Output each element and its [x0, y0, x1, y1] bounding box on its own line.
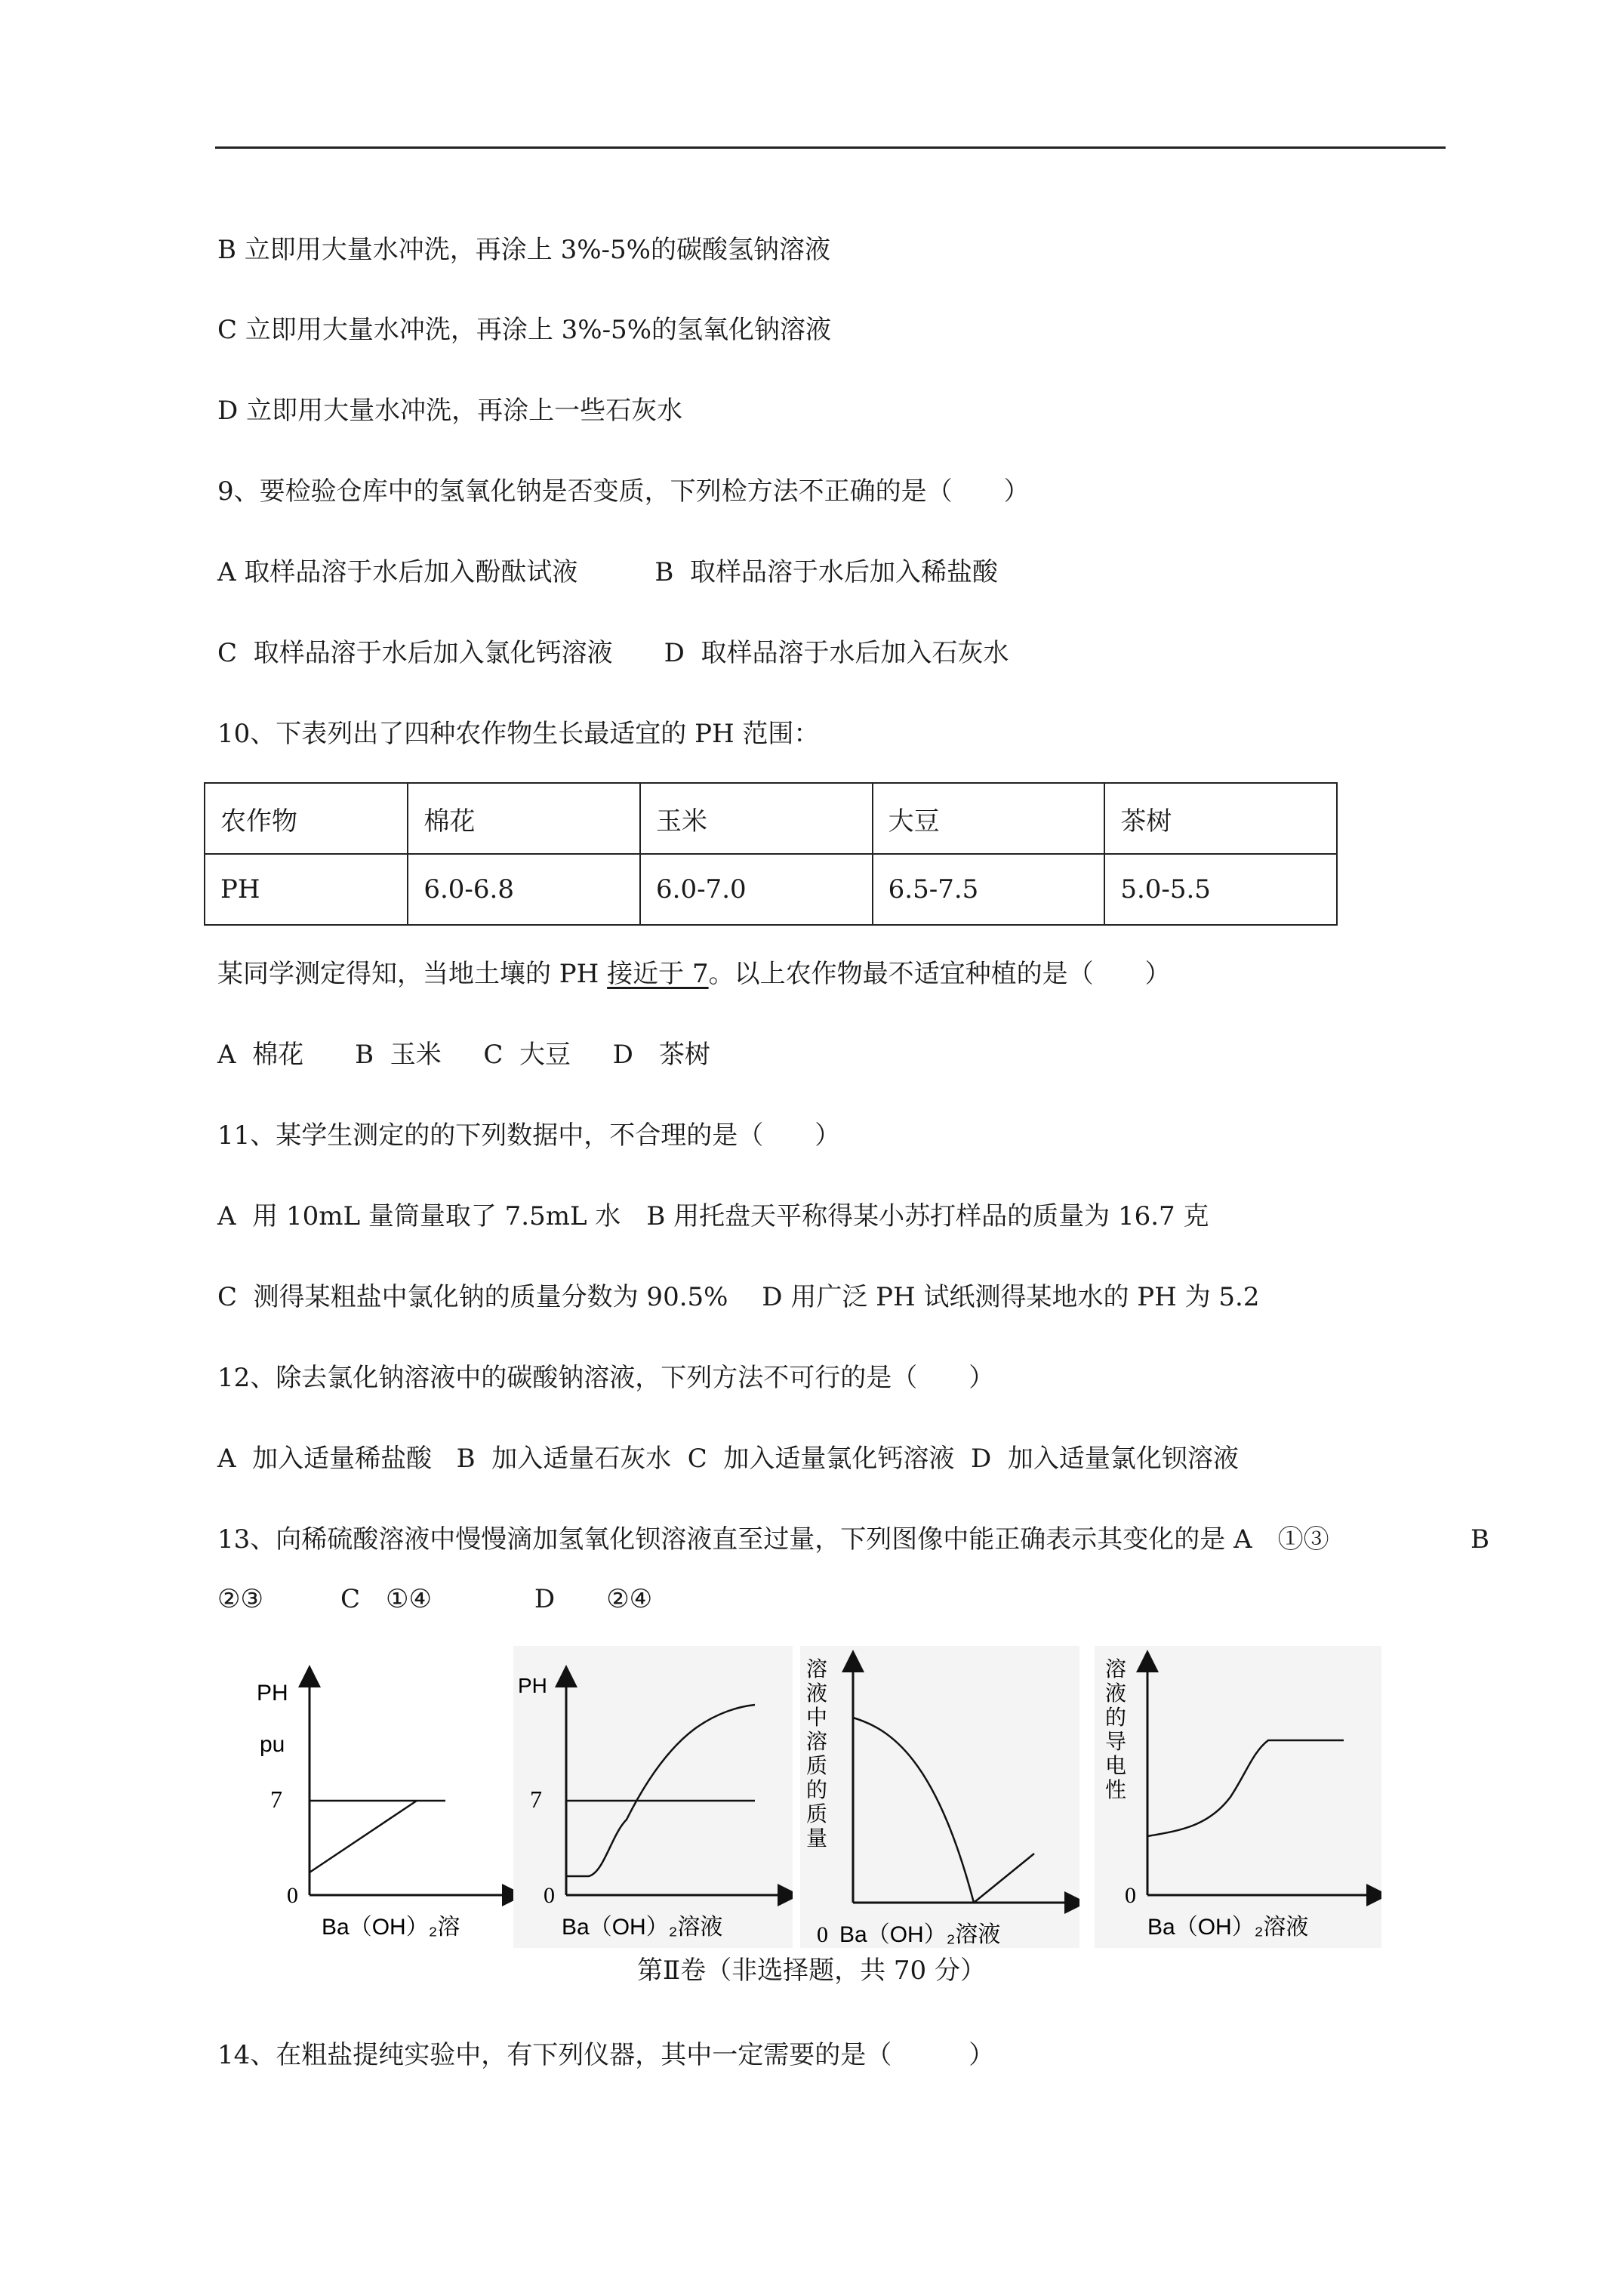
table-cell: 玉米: [640, 783, 873, 854]
q9-options-cd: C 取样品溶于水后加入氯化钙溶液 D 取样品溶于水后加入石灰水: [217, 638, 1009, 668]
table-cell: 6.0-6.8: [408, 854, 640, 925]
table-cell: 6.0-7.0: [640, 854, 873, 925]
graphs-figure: [249, 1646, 1381, 1948]
graph-2: [513, 1646, 793, 1948]
ph-table: [204, 782, 1338, 926]
table-cell: 5.0-5.5: [1104, 854, 1337, 925]
y-label-extra: pu: [260, 1732, 285, 1757]
tick-7: 7: [530, 1786, 542, 1813]
x-label: Ba（OH）₂溶液: [839, 1922, 1001, 1947]
q10-underlined: 接近于 7: [607, 959, 709, 989]
y-label: PH: [518, 1674, 547, 1697]
tick-0: 0: [817, 1922, 828, 1947]
q11-options-cd: C 测得某粗盐中氯化钠的质量分数为 90.5% D 用广泛 PH 试纸测得某地水的 PH 为 5.2: [217, 1282, 1260, 1312]
section-caption: 第Ⅱ卷（非选择题，共 70 分）: [637, 1955, 986, 1986]
graph-1: [249, 1646, 521, 1948]
q8-option-d: D 立即用大量水冲洗，再涂上一些石灰水: [217, 396, 683, 426]
q10-text-pre: 某同学测定得知，当地土壤的 PH: [217, 959, 608, 989]
question-10: 10、下表列出了四种农作物生长最适宜的 PH 范围：: [217, 719, 820, 749]
y-label: PH: [257, 1681, 288, 1706]
y-label: 溶液中溶质的质量: [806, 1657, 828, 1850]
q13-options: ②③ C ①④ D ②④: [217, 1584, 653, 1614]
question-9: 9、要检验仓库中的氢氧化钠是否变质，下列检方法不正确的是（ ）: [217, 476, 1030, 507]
q8-option-b: B 立即用大量水冲洗，再涂上 3%-5%的碳酸氢钠溶液: [217, 235, 830, 265]
q12-options: A 加入适量稀盐酸 B 加入适量石灰水 C 加入适量氯化钙溶液 D 加入适量氯化钡溶液: [217, 1444, 1239, 1474]
tick-7: 7: [270, 1786, 282, 1813]
table-cell: 农作物: [205, 783, 408, 854]
x-label: Ba（OH）₂溶液: [562, 1915, 723, 1940]
ph-curve: [310, 1801, 417, 1872]
header-rule: [215, 146, 1446, 149]
y-label: 溶液的导电性: [1105, 1657, 1127, 1801]
q10-text-post: 。以上农作物最不适宜种植的是（ ）: [708, 959, 1171, 989]
graph-3: [800, 1646, 1079, 1948]
tick-0: 0: [287, 1883, 298, 1908]
question-10-statement: [217, 957, 1171, 991]
table-row: [205, 783, 1337, 854]
table-cell: 茶树: [1104, 783, 1337, 854]
question-12: 12、除去氯化钠溶液中的碳酸钠溶液，下列方法不可行的是（ ）: [217, 1363, 995, 1393]
q10-options: A 棉花 B 玉米 C 大豆 D 茶树: [217, 1040, 710, 1070]
q13-option-b-letter: B: [1471, 1524, 1489, 1555]
x-label: Ba（OH）₂溶液: [1147, 1915, 1309, 1940]
graph-4: [1095, 1646, 1381, 1948]
tick-0: 0: [1125, 1883, 1136, 1908]
table-cell: 棉花: [408, 783, 640, 854]
q9-options-ab: A 取样品溶于水后加入酚酞试液 B 取样品溶于水后加入稀盐酸: [217, 557, 998, 587]
table-cell: PH: [205, 854, 408, 925]
q11-options-ab: A 用 10mL 量筒量取了 7.5mL 水 B 用托盘天平称得某小苏打样品的质量为 16.7 克: [217, 1201, 1209, 1231]
question-13: 13、向稀硫酸溶液中慢慢滴加氢氧化钡溶液直至过量，下列图像中能正确表示其变化的是 A ①③: [217, 1524, 1329, 1555]
question-14: 14、在粗盐提纯实验中，有下列仪器，其中一定需要的是（ ）: [217, 2040, 995, 2070]
question-11: 11、某学生测定的的下列数据中，不合理的是（ ）: [217, 1120, 841, 1151]
table-row: [205, 854, 1337, 925]
table-cell: 大豆: [873, 783, 1105, 854]
q8-option-c: C 立即用大量水冲洗，再涂上 3%-5%的氢氧化钠溶液: [217, 315, 831, 345]
table-cell: 6.5-7.5: [873, 854, 1105, 925]
x-label: Ba（OH）₂溶: [322, 1915, 460, 1940]
tick-0: 0: [544, 1883, 555, 1908]
